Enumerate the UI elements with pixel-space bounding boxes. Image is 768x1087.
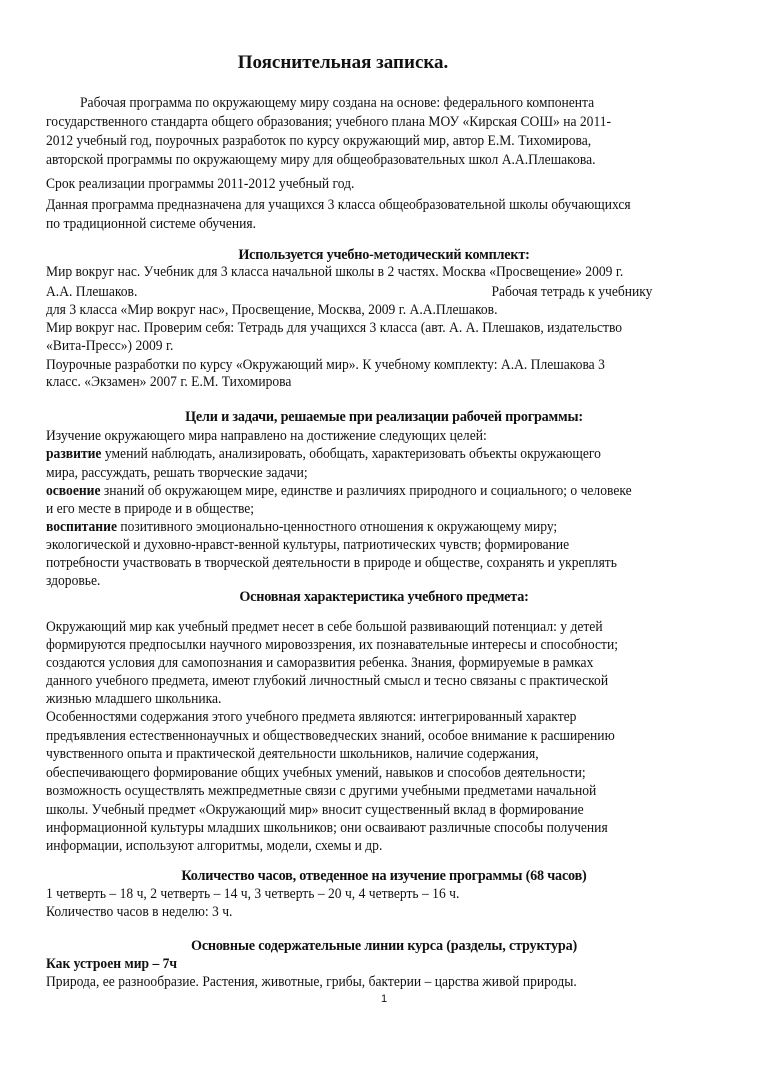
text-line	[46, 196, 631, 214]
text-line	[46, 782, 596, 800]
line-text: Мир вокруг нас. Учебник для 3 класса начальной школы в 2 частях. Москва «Просвещение» 2009 г.	[46, 264, 624, 280]
text-line	[46, 337, 173, 355]
line-text: Цели и задачи, решаемые при реализации рабочей программы:	[185, 409, 583, 425]
text-line	[46, 445, 601, 463]
line-text: Количество часов, отведенное на изучение программы (68 часов)	[181, 868, 587, 884]
line-text: класс. «Экзамен» 2007 г. Е.М. Тихомирова	[46, 374, 292, 390]
text-line	[46, 113, 611, 131]
text-line	[46, 654, 593, 672]
text-line	[46, 801, 584, 819]
bold-term: Как устроен мир – 7ч	[46, 956, 178, 972]
section-heading	[0, 408, 768, 426]
text-line	[46, 151, 596, 169]
line-text: возможность осуществлять межпредметные связи с другими учебными предметами начальной	[46, 783, 597, 799]
line-text: жизнью младшего школьника.	[46, 691, 222, 707]
line-text: А.А. Плешаков.	[46, 284, 138, 300]
line-text: Основные содержательные линии курса (разделы, структура)	[190, 938, 577, 954]
line-text: знаний об окружающем мире, единстве и различиях природного и социального; о человеке	[100, 483, 632, 499]
text-line	[46, 356, 605, 374]
line-text: государственного стандарта общего образования; учебного плана МОУ «Кирская СОШ» на 2011-	[46, 114, 612, 130]
line-text: информации, используют алгоритмы, модели, схемы и др.	[46, 838, 383, 854]
line-text: создаются условия для самопознания и саморазвития ребенка. Знания, формируемые в рамках	[46, 655, 594, 671]
line-text: Природа, ее разнообразие. Растения, животные, грибы, бактерии – царства живой природы.	[46, 974, 577, 990]
line-text: Количество часов в неделю: 3 ч.	[46, 904, 233, 920]
text-line	[46, 885, 459, 903]
line-text: информационной культуры младших школьников; они осваивают различные способы получения	[46, 820, 608, 836]
line-text: авторской программы по окружающему миру для общеобразовательных школ А.А.Плешакова.	[46, 152, 596, 168]
text-line	[46, 373, 291, 391]
line-text: мира, рассуждать, решать творческие задачи;	[46, 465, 308, 481]
section-heading	[0, 867, 768, 885]
line-text: Поурочные разработки по курсу «Окружающий мир». К учебному комплекту: А.А. Плешакова 3	[46, 357, 605, 373]
text-line	[46, 175, 354, 193]
line-text: Окружающий мир как учебный предмет несет в себе большой развивающий потенциал: у детей	[46, 619, 603, 635]
line-text: обеспечивающего формирование общих учебных умений, навыков и способов деятельности;	[46, 765, 586, 781]
text-line	[46, 482, 632, 500]
bold-term: развитие	[46, 446, 102, 462]
line-text: здоровье.	[46, 573, 101, 589]
line-text: чувственного опыта и практической деятельности школьников, наличие содержания,	[46, 746, 539, 762]
line-text: Рабочая программа по окружающему миру создана на основе: федерального компонента	[80, 95, 595, 111]
text-line	[46, 727, 615, 745]
line-text: по традиционной системе обучения.	[46, 216, 257, 232]
text-line	[46, 215, 256, 233]
line-text: Изучение окружающего мира направлено на достижение следующих целей:	[46, 428, 487, 444]
text-line	[46, 427, 487, 445]
page-number: 1	[380, 993, 388, 1005]
text-line	[46, 973, 577, 991]
section-heading	[0, 246, 768, 264]
line-text: для 3 класса «Мир вокруг нас», Просвещение, Москва, 2009 г. А.А.Плешаков.	[46, 302, 498, 318]
line-text: формируются предпосылки научного мировоззрения, их познавательные интересы и способности;	[46, 637, 619, 653]
text-line	[46, 636, 618, 654]
text-line	[46, 672, 608, 690]
text-line	[46, 708, 576, 726]
text-line	[46, 554, 617, 572]
text-line	[46, 518, 557, 536]
bold-term: воспитание	[46, 519, 117, 535]
text-line	[46, 319, 622, 337]
line-text: Данная программа предназначена для учащихся 3 класса общеобразовательной школы обучающихся	[46, 197, 631, 213]
line-text: Особенностями содержания этого учебного предмета являются: интегрированный характер	[46, 709, 577, 725]
text-line	[46, 301, 497, 319]
text-line	[46, 618, 603, 636]
section-heading	[0, 937, 768, 955]
line-text: и его месте в природе и в обществе;	[46, 501, 255, 517]
section-heading	[0, 588, 768, 606]
line-text: потребности участвовать в творческой деятельности в природе и обществе, сохранять и укреплять	[46, 555, 617, 571]
line-text: Используется учебно-методический комплект:	[238, 247, 530, 263]
text-line	[46, 819, 608, 837]
text-line	[46, 745, 539, 763]
text-line	[46, 764, 586, 782]
line-text: данного учебного предмета, имеют глубокий личностный смысл и тесно связаны с практической	[46, 673, 609, 689]
line-text: предъявления естественнонаучных и обществоведческих знаний, особое внимание к расширению	[46, 728, 615, 744]
document-title: Пояснительная записка.	[237, 52, 449, 73]
text-line	[46, 464, 308, 482]
line-text-right: Рабочая тетрадь к учебнику	[491, 284, 653, 300]
text-line	[46, 263, 623, 281]
bold-term: освоение	[46, 483, 101, 499]
line-text: экологической и духовно-нравст-венной культуры, патриотических чувств; формирование	[46, 537, 570, 553]
text-line	[80, 94, 594, 112]
text-line	[46, 536, 569, 554]
line-text: 2012 учебный год, поурочных разработок по курсу окружающий мир, автор Е.М. Тихомирова,	[46, 133, 592, 149]
text-line	[46, 690, 221, 708]
line-text: умений наблюдать, анализировать, обобщать, характеризовать объекты окружающего	[101, 446, 601, 462]
text-line	[46, 837, 382, 855]
text-line	[46, 283, 653, 301]
text-line	[46, 132, 591, 150]
text-line	[46, 955, 177, 973]
line-text: 1 четверть – 18 ч, 2 четверть – 14 ч, 3 четверть – 20 ч, 4 четверть – 16 ч.	[46, 886, 460, 902]
line-text: Срок реализации программы 2011-2012 учебный год.	[46, 176, 355, 192]
line-text: «Вита-Пресс») 2009 г.	[46, 338, 174, 354]
line-text: Основная характеристика учебного предмета:	[239, 589, 529, 605]
line-text: Мир вокруг нас. Проверим себя: Тетрадь для учащихся 3 класса (авт. А. А. Плешаков, издательство	[46, 320, 623, 336]
text-line	[46, 500, 254, 518]
line-text: позитивного эмоционально-ценностного отношения к окружающему миру;	[116, 519, 558, 535]
line-text: школы. Учебный предмет «Окружающий мир» вносит существенный вклад в формирование	[46, 802, 584, 818]
text-line	[46, 903, 232, 921]
